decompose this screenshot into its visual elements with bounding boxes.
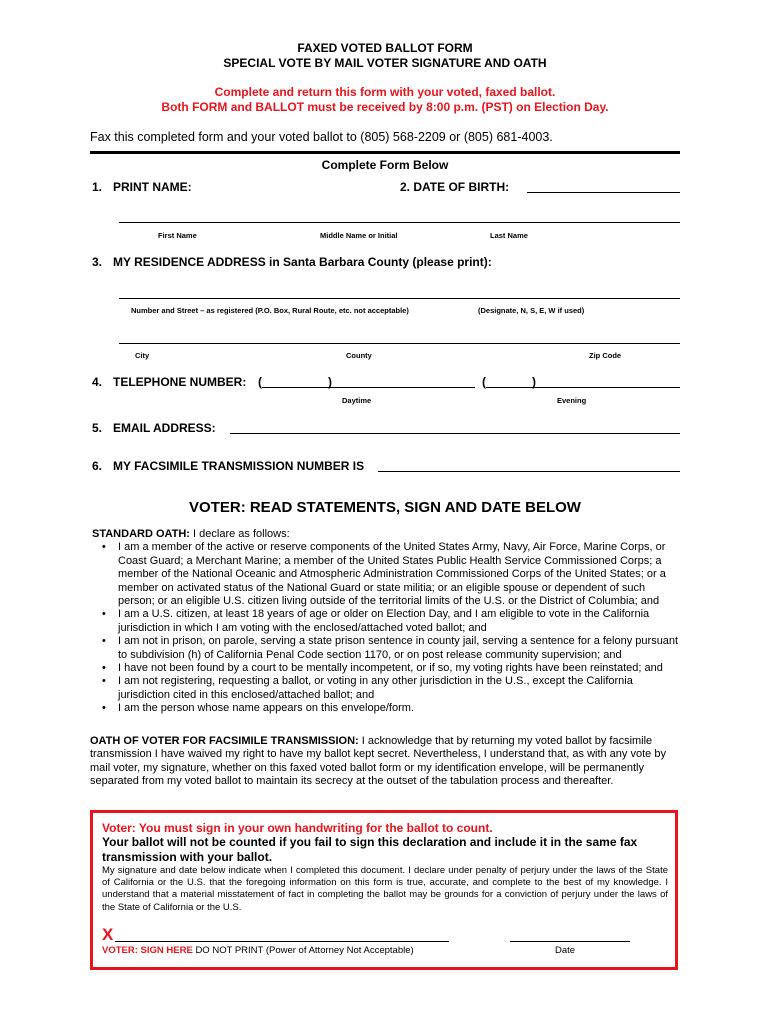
email-field[interactable] [230,433,680,434]
standard-oath-label: STANDARD OATH: [92,528,190,540]
oath-item [92,541,680,608]
county-caption: County [346,351,372,360]
oath-item [92,675,680,702]
oath-item [92,702,680,715]
fax-oath [90,735,680,789]
bullet-mark: • [102,635,106,648]
evening-phone-field[interactable] [486,387,680,388]
standard-oath [92,528,680,716]
oath-item-text: I am not in prison, on parole, serving a state prison sentence in county jail, serving a sentence for a felony pursuant to subdivision (h) of California Penal Code section 1170, or on post release community supervision; and [118,635,679,661]
bullet-mark: • [102,702,106,715]
q3-number: 3. [92,255,103,269]
return-instruction: Complete and return this form with your voted, faxed ballot. [214,85,556,99]
last-name-caption: Last Name [490,231,528,240]
designate-caption: (Designate, N, S, E, W if used) [478,306,585,315]
dob-label: 2. DATE OF BIRTH: [400,180,510,194]
deadline-instruction: Both FORM and BALLOT must be received by 8:00 p.m. (PST) on Election Day. [161,100,609,114]
voter-heading: VOTER: READ STATEMENTS, SIGN AND DATE BELOW [189,499,581,516]
evening-caption: Evening [557,396,587,405]
x-mark: X [102,925,114,944]
not-counted-warning: Your ballot will not be counted if you fail to sign this declaration and include it in the same fax transmission with your ballot. [102,835,638,864]
street-field[interactable] [119,298,680,299]
dob-field[interactable] [527,192,680,193]
oath-item [92,635,680,662]
sign-here-label: VOTER: SIGN HERE [102,945,193,956]
eve-paren-close: ) [532,375,536,389]
form-title: FAXED VOTED BALLOT FORM [297,41,473,55]
name-field[interactable] [119,222,680,223]
oath-item [92,662,680,675]
middle-name-caption: Middle Name or Initial [320,231,398,240]
daytime-phone-field[interactable] [262,387,475,388]
street-caption: Number and Street – as registered (P.O. Box, Rural Route, etc. not acceptable) [131,306,409,315]
oath-item-text: I have not been found by a court to be mentally incompetent, or if so, my voting rights have been reinstated; and [118,662,663,675]
signature-line[interactable] [115,941,449,942]
fax-number-label: MY FACSIMILE TRANSMISSION NUMBER IS [113,459,365,473]
oath-statements [92,541,680,715]
bullet-mark: • [102,608,106,621]
city-caption: City [135,351,150,360]
oath-item-text: I am not registering, requesting a ballot, or voting in any other jurisdiction in the U.S., except the California jurisdiction cited in this enclosed/attached ballot; and [118,675,633,701]
bullet-mark: • [102,675,106,688]
telephone-label: TELEPHONE NUMBER: [113,375,247,389]
fax-number-field[interactable] [378,471,680,472]
bullet-mark: • [102,662,106,675]
signature-caption [102,945,414,956]
oath-item [92,608,680,635]
fax-oath-label: OATH OF VOTER FOR FACSIMILE TRANSMISSION: [90,735,359,747]
daytime-caption: Daytime [342,396,372,405]
q4-number: 4. [92,375,103,389]
oath-item-text: I am a member of the active or reserve components of the United States Army, Navy, Air Force, Marine Corps, or Coast Guard; a Merchant Marine; a member of the United States Public Health Service Commissioned Corps; a member of the National Oceanic and Atmospheric Administration Commissioned Corps of the United States; or a member on activated status of the National Guard or state militia; or an eligible spouse or dependent of such person; or an eligible U.S. citizen living outside of the territorial limits of the U.S. or the District of Columbia; and [118,541,666,608]
zip-caption: Zip Code [589,351,622,360]
fax-instruction: Fax this completed form and your voted ballot to (805) 568-2209 or (805) 681-4003. [90,130,553,144]
oath-item-text: I am the person whose name appears on this envelope/form. [118,702,414,715]
bullet-mark: • [102,541,106,554]
q1-number: 1. [92,180,103,194]
email-label: EMAIL ADDRESS: [113,421,216,435]
eve-paren-open: ( [482,375,486,389]
complete-form-heading: Complete Form Below [321,158,449,172]
first-name-caption: First Name [158,231,197,240]
do-not-print-note: DO NOT PRINT (Power of Attorney Not Acceptable) [195,945,414,956]
residence-label: MY RESIDENCE ADDRESS in Santa Barbara County (please print): [113,255,492,269]
print-name-label: PRINT NAME: [113,180,192,194]
city-county-zip-field[interactable] [119,343,680,344]
standard-oath-intro: I declare as follows: [193,528,290,540]
standard-oath-heading [92,528,680,541]
sign-handwriting-warning: Voter: You must sign in your own handwriting for the ballot to count. [102,821,493,835]
perjury-declaration: My signature and date below indicate when I completed this document. I declare under penalty of perjury under the laws of the State of California or the U.S. that the foregoing information on this form is true, accurate, and complete to the best of my knowledge. I understand that a material misstatement of fact in completing the ballot may be grounds for a conviction of perjury under the laws of the State of California or the U.S. [102,865,668,913]
date-line[interactable] [510,941,630,942]
q5-number: 5. [92,421,103,435]
day-paren-open: ( [258,375,262,389]
date-caption: Date [555,945,576,956]
signature-box [90,810,678,970]
section-divider [90,151,680,154]
oath-item-text: I am a U.S. citizen, at least 18 years of age or older on Election Day, and I am eligible to vote in the California jurisdiction in which I am voting with the enclosed/attached voted ballot; and [118,608,650,634]
form-subtitle: SPECIAL VOTE BY MAIL VOTER SIGNATURE AND OATH [223,56,547,70]
day-paren-close: ) [328,375,332,389]
q6-number: 6. [92,459,103,473]
fax-oath-text: I acknowledge that by returning my voted ballot by facsimile transmission I have waived my right to have my ballot kept secret. Nevertheless, I understand that, as with any vote by mail voter, my signature, whether on this faxed voted ballot form or my identification envelope, will be permanently separated from my voted ballot to maintain its secrecy at the outset of the tabulation process and thereafter. [90,735,666,788]
